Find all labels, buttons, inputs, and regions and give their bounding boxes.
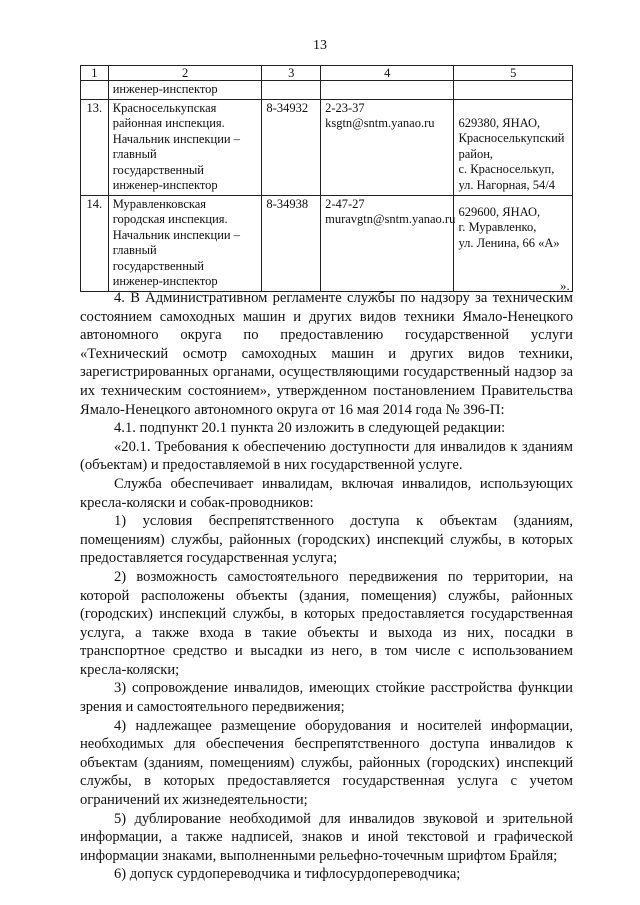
paragraph: 4) надлежащее размещение оборудования и носителей информации, необходимых для обеспечения беспрепятственного доступа инвалидов к объектам (зданиям, помещениям) службы, районных (городских) инспекций службы, в которых предоставляется государственная услуга с учетом ограничений их жизнедеятельности; — [80, 717, 573, 809]
table-row — [81, 99, 573, 195]
name-line: районная инспекция. — [112, 116, 225, 130]
paragraph: «20.1. Требования к обеспечению доступности для инвалидов к зданиям (объектам) и предоставляемой в них государственной услуге. — [80, 438, 573, 474]
header-cell: 4 — [321, 66, 454, 81]
email: ksgtn@sntm.yanao.ru — [325, 116, 435, 130]
inspection-name — [108, 195, 262, 291]
name-line: Красноселькупская — [112, 100, 217, 115]
name-line: главный — [112, 243, 157, 257]
address-line: ул. Нагорная, 54/4 — [458, 177, 556, 192]
email: muravgtn@sntm.yanao.ru — [325, 212, 456, 226]
name-line: Начальник инспекции – — [112, 227, 240, 242]
phone: 2-23-37 — [325, 100, 365, 115]
name-line: государственный — [112, 258, 204, 273]
address-line: ул. Ленина, 66 «А» — [458, 235, 560, 250]
row-number: 14. — [81, 195, 109, 291]
paragraph: 5) дублирование необходимой для инвалидов звуковой и зрительной информации, а также надписей, знаков и иной текстовой и графической информации знаками, выполненными рельефно-точечным шрифтом Брайля; — [80, 810, 573, 864]
header-cell: 5 — [454, 66, 573, 81]
header-cell: 3 — [262, 66, 321, 81]
inspection-name — [108, 99, 262, 195]
name-line: инженер-инспектор — [112, 274, 218, 288]
paragraph: 1) условия беспрепятственного доступа к объектам (зданиям, помещениям) службы, районных (городских) инспекций службы, в которых предоставляется государственная услуга; — [80, 513, 573, 567]
paragraph: 6) допуск сурдопереводчика и тифлосурдопереводчика; — [114, 866, 461, 883]
quote-end: ». — [560, 278, 570, 293]
name-line: главный — [112, 147, 157, 161]
contacts — [321, 195, 454, 291]
address-line: г. Муравленко, — [458, 220, 537, 234]
name-line: инженер-инспектор — [112, 178, 218, 192]
phone: 2-47-27 — [325, 196, 365, 211]
table-header-row — [81, 66, 573, 81]
address-line: с. Красноселькуп, — [458, 162, 555, 176]
continuation-text: инженер-инспектор — [108, 81, 262, 100]
name-line: Муравленковская — [112, 196, 207, 211]
address — [454, 99, 573, 195]
phone-code: 8-34932 — [262, 99, 321, 195]
address — [454, 195, 573, 291]
name-line: государственный — [112, 162, 204, 177]
paragraph: 3) сопровождение инвалидов, имеющих стойкие расстройства функции зрения и самостоятельного передвижения; — [80, 680, 573, 716]
phone-code: 8-34938 — [262, 195, 321, 291]
address-line: 629600, ЯНАО, — [458, 204, 541, 219]
address-line: район, — [458, 146, 494, 161]
paragraph: 2) возможность самостоятельного передвижения по территории, на которой расположены объекты (здания, помещения) службы, районных (городских) инспекций службы, в которых предоставляется государственная услуга, а также входа в такие объекты и выхода из них, посадки в транспортное средство и высадки из него, в том числе с использованием кресла-коляски; — [80, 568, 573, 678]
name-line: Начальник инспекции – — [112, 131, 240, 146]
address-line: Красноселькупский — [458, 131, 565, 145]
paragraph: 4.1. подпункт 20.1 пункта 20 изложить в следующей редакции: — [114, 420, 506, 437]
paragraph: Служба обеспечивает инвалидам, включая инвалидов, использующих кресла-коляски и собак-проводников: — [80, 475, 573, 511]
body-text — [80, 289, 573, 884]
header-cell: 1 — [81, 66, 109, 81]
table-row — [81, 195, 573, 291]
page-number: 13 — [313, 38, 327, 53]
paragraph: 4. В Административном регламенте службы по надзору за техническим состоянием самоходных машин и других видов техники Ямало-Ненецкого автономного округа по предоставлению государственной услуги «Технический осмотр самоходных машин и других видов техники, зарегистрированных органами, осуществляющими государственный надзор за их техническим состоянием», утвержденном постановлением Правительства Ямало-Ненецкого автономного округа от 16 мая 2014 года № 396-П: — [80, 290, 573, 418]
row-number: 13. — [81, 99, 109, 195]
name-line: городская инспекция. — [112, 212, 228, 226]
inspections-table — [80, 65, 573, 292]
table-continuation-row — [81, 81, 573, 100]
contacts — [321, 99, 454, 195]
address-line: 629380, ЯНАО, — [458, 115, 541, 130]
header-cell: 2 — [108, 66, 262, 81]
